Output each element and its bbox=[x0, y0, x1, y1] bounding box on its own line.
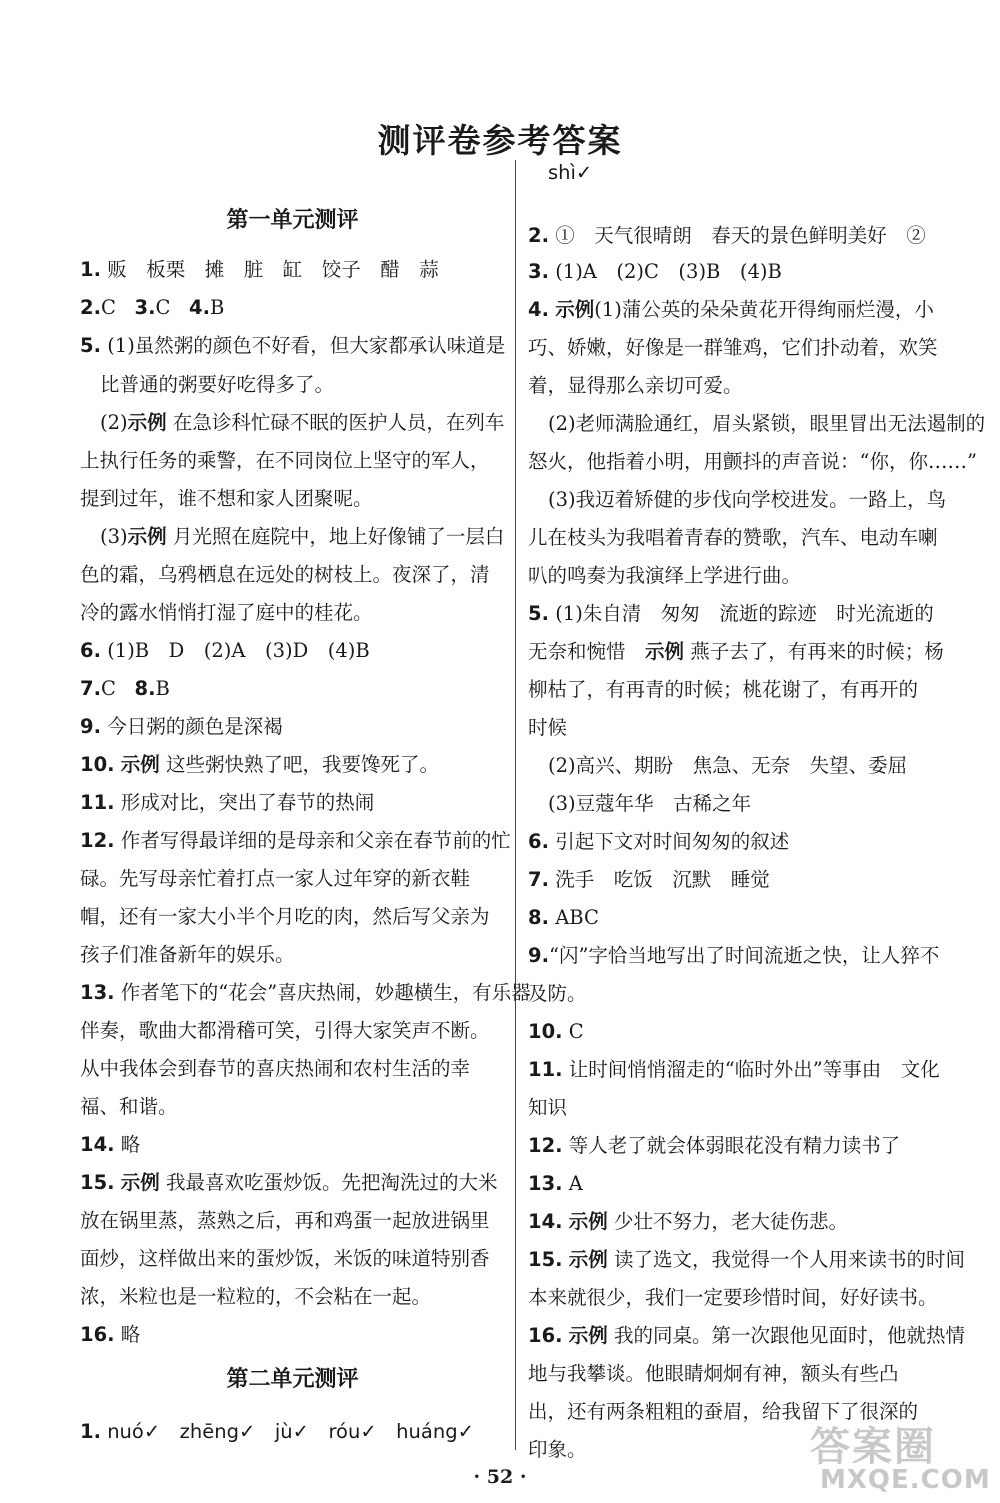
answer-text: 作者笔下的“花会”喜庆热闹，妙趣横生，有乐器 bbox=[120, 981, 531, 1004]
answer-text: (1)朱自清 匆匆 流逝的踪迹 时光流逝的 bbox=[555, 602, 934, 625]
answer-line bbox=[528, 601, 934, 627]
answer-text: 洗手 吃饭 沉默 睡觉 bbox=[555, 868, 770, 891]
question-number: 4. bbox=[528, 298, 549, 321]
answer-text: 燕子去了，有再来的时候；杨 bbox=[690, 640, 944, 663]
question-number: 6. bbox=[528, 830, 549, 853]
answer-line: shì✓ bbox=[548, 161, 593, 184]
answer-line bbox=[80, 752, 439, 778]
answer-line: 出，还有两条粗粗的蚕眉，给我留下了很深的 bbox=[528, 1400, 919, 1423]
question-number: 3. bbox=[134, 296, 156, 319]
question-number: 14. bbox=[528, 1210, 563, 1233]
answer-text: (1)B D (2)A (3)D (4)B bbox=[107, 639, 370, 662]
question-number: 2. bbox=[80, 296, 101, 319]
watermark-url: MXQE.COM bbox=[820, 1465, 991, 1495]
answer-line: 本来就很少，我们一定要珍惜时间，好好读书。 bbox=[528, 1286, 938, 1309]
example-label: 示例 bbox=[645, 640, 685, 663]
answer-text: 引起下文对时间匆匆的叙述 bbox=[555, 830, 790, 853]
answer-line bbox=[80, 790, 374, 816]
question-number: 11. bbox=[80, 791, 115, 814]
question-number: 12. bbox=[80, 829, 115, 852]
answer-line: 提到过年，谁不想和家人团聚呢。 bbox=[80, 487, 373, 510]
answer-line: 伴奏，歌曲大都滑稽可笑，引得大家笑声不断。 bbox=[80, 1019, 490, 1042]
example-label: 示例 bbox=[555, 298, 595, 321]
question-number: 8. bbox=[528, 906, 549, 929]
answer-line: 色的霜，乌鸦栖息在远处的树枝上。夜深了，清 bbox=[80, 563, 490, 586]
watermark-text: 答案圈 bbox=[810, 1424, 936, 1470]
answer-line: 碌。先写母亲忙着打点一家人过年穿的新衣鞋 bbox=[80, 867, 471, 890]
answer-line: 面炒，这样做出来的蛋炒饭，米饭的味道特别香 bbox=[80, 1247, 490, 1270]
answer-text: (1)蒲公英的朵朵黄花开得绚丽烂漫，小 bbox=[594, 298, 934, 321]
question-number: 15. bbox=[528, 1248, 563, 1271]
answer-line bbox=[80, 1419, 474, 1445]
question-number: 2. bbox=[528, 224, 549, 247]
answer-line bbox=[80, 410, 504, 436]
question-number: 7. bbox=[80, 677, 101, 700]
example-label: 示例 bbox=[568, 1324, 608, 1347]
answer-text: C bbox=[100, 677, 116, 700]
answer-line: 知识 bbox=[528, 1096, 568, 1119]
question-number: 16. bbox=[528, 1324, 563, 1347]
answer-line bbox=[528, 905, 599, 931]
answer-line: 着，显得那么亲切可爱。 bbox=[528, 374, 743, 397]
answer-line bbox=[528, 867, 770, 893]
answer-line bbox=[80, 524, 504, 550]
answer-text: (2) bbox=[100, 411, 128, 434]
answer-text: 略 bbox=[120, 1323, 141, 1346]
answer-text: ABC bbox=[555, 906, 599, 929]
answer-line bbox=[528, 639, 944, 665]
answer-line: 怒火，他指着小明，用颤抖的声音说：“你，你……” bbox=[528, 450, 977, 473]
answer-line: 浓，米粒也是一粒粒的，不会粘在一起。 bbox=[80, 1285, 432, 1308]
answer-text: 这些粥快熟了吧，我要馋死了。 bbox=[165, 753, 439, 776]
question-number: 8. bbox=[134, 677, 156, 700]
answer-line: (2)高兴、期盼 焦急、无奈 失望、委屈 bbox=[548, 754, 908, 777]
answer-text: 我的同桌。第一次跟他见面时，他就热情 bbox=[613, 1324, 965, 1347]
question-number: 13. bbox=[528, 1172, 563, 1195]
answer-line: (3)豆蔻年华 古稀之年 bbox=[548, 792, 752, 815]
question-number: 15. bbox=[80, 1171, 115, 1194]
question-number: 1. bbox=[80, 1420, 101, 1443]
answer-line: 孩子们准备新年的娱乐。 bbox=[80, 943, 295, 966]
answer-text: 月光照在庭院中，地上好像铺了一层白 bbox=[172, 525, 505, 548]
answer-line: 柳枯了，有再青的时候；桃花谢了，有再开的 bbox=[528, 678, 919, 701]
answer-text: C bbox=[568, 1020, 584, 1043]
answer-line bbox=[528, 1323, 965, 1349]
answer-text: 我最喜欢吃蛋炒饭。先把淘洗过的大米 bbox=[165, 1171, 498, 1194]
answer-line bbox=[528, 223, 926, 249]
answer-text: 少壮不努力，老大徒伤悲。 bbox=[613, 1210, 848, 1233]
answer-text: 作者写得最详细的是母亲和父亲在春节前的忙 bbox=[120, 829, 511, 852]
answer-line: 儿在枝头为我唱着青春的赞歌，汽车、电动车喇 bbox=[528, 526, 938, 549]
answer-line bbox=[80, 676, 170, 702]
question-number: 9. bbox=[80, 715, 101, 738]
answer-line bbox=[80, 714, 283, 740]
answer-text: (3) bbox=[100, 525, 128, 548]
pinyin-answers: nuó✓ zhēng✓ jù✓ róu✓ huáng✓ bbox=[107, 1420, 474, 1443]
answer-line: (3)我迈着矫健的步伐向学校进发。一路上，鸟 bbox=[548, 488, 947, 511]
answer-line bbox=[80, 1170, 497, 1196]
answer-line: 上执行任务的乘警，在不同岗位上坚守的军人， bbox=[80, 449, 490, 472]
answer-line bbox=[80, 1322, 140, 1348]
unit2-heading: 第二单元测评 bbox=[226, 1367, 359, 1392]
answer-line bbox=[528, 1171, 583, 1197]
answer-line: 及防。 bbox=[528, 982, 587, 1005]
watermark-logo bbox=[800, 1415, 991, 1495]
question-number: 6. bbox=[80, 639, 101, 662]
example-label: 示例 bbox=[568, 1210, 608, 1233]
answer-text: C bbox=[100, 296, 116, 319]
answer-text: (1)虽然粥的颜色不好看，但大家都承认味道是 bbox=[107, 334, 506, 357]
answer-line bbox=[80, 1132, 140, 1158]
answer-text: 贩 板栗 摊 脏 缸 饺子 醋 蒜 bbox=[107, 258, 439, 281]
answer-line: 冷的露水悄悄打湿了庭中的桂花。 bbox=[80, 601, 373, 624]
example-label: 示例 bbox=[127, 525, 167, 548]
question-number: 13. bbox=[80, 981, 115, 1004]
answer-text: 等人老了就会体弱眼花没有精力读书了 bbox=[568, 1134, 901, 1157]
answer-line: 叭的鸣奏为我演绎上学进行曲。 bbox=[528, 564, 802, 587]
answer-line: 放在锅里蒸，蒸熟之后，再和鸡蛋一起放进锅里 bbox=[80, 1209, 490, 1232]
unit1-heading: 第一单元测评 bbox=[226, 208, 359, 233]
answer-line bbox=[528, 1247, 965, 1273]
answer-text: 略 bbox=[120, 1133, 141, 1156]
example-label: 示例 bbox=[127, 411, 167, 434]
example-label: 示例 bbox=[120, 753, 160, 776]
column-divider bbox=[515, 160, 516, 1450]
answer-text: 读了选文，我觉得一个人用来读书的时间 bbox=[613, 1248, 965, 1271]
example-label: 示例 bbox=[568, 1248, 608, 1271]
answer-line bbox=[80, 333, 505, 359]
answer-line bbox=[528, 1057, 940, 1083]
answer-line bbox=[80, 828, 511, 854]
question-number: 1. bbox=[80, 258, 101, 281]
page-number: · 52 · bbox=[473, 1466, 527, 1488]
question-number: 4. bbox=[189, 296, 211, 319]
answer-text: B bbox=[210, 296, 225, 319]
answer-text: 今日粥的颜色是深褐 bbox=[107, 715, 283, 738]
question-number: 9. bbox=[528, 944, 549, 967]
answer-text: 形成对比，突出了春节的热闹 bbox=[120, 791, 375, 814]
question-number: 10. bbox=[80, 753, 115, 776]
answer-text: C bbox=[155, 296, 171, 319]
answer-text: “闪”字恰当地写出了时间流逝之快，让人猝不 bbox=[548, 944, 940, 967]
answer-line: 从中我体会到春节的喜庆热闹和农村生活的幸 bbox=[80, 1057, 471, 1080]
answer-text: 在急诊科忙碌不眠的医护人员，在列车 bbox=[172, 411, 505, 434]
answer-line: 印象。 bbox=[528, 1438, 587, 1461]
question-number: 16. bbox=[80, 1323, 115, 1346]
answer-line: 比普通的粥要好吃得多了。 bbox=[100, 373, 335, 396]
answer-line: 时候 bbox=[528, 716, 568, 739]
answer-text: 让时间悄悄溜走的“临时外出”等事由 文化 bbox=[568, 1058, 940, 1081]
answer-text: ① 天气很晴朗 春天的景色鲜明美好 ② bbox=[555, 224, 926, 247]
answer-line: (2)老师满脸通红，眉头紧锁，眼里冒出无法遏制的 bbox=[548, 412, 986, 435]
answer-text: A bbox=[568, 1172, 583, 1195]
answer-line bbox=[80, 257, 439, 283]
answer-line bbox=[528, 1133, 900, 1159]
answer-line: 巧、娇嫩，好像是一群雏鸡，它们扑动着，欢笑 bbox=[528, 336, 938, 359]
question-number: 3. bbox=[528, 260, 549, 283]
answer-line bbox=[528, 1209, 848, 1235]
answer-text: (1)A (2)C (3)B (4)B bbox=[555, 260, 782, 283]
answer-line: 帽，还有一家大小半个月吃的肉，然后写父亲为 bbox=[80, 905, 490, 928]
page-number-value: 52 bbox=[486, 1466, 514, 1488]
answer-line bbox=[80, 980, 531, 1006]
answer-line bbox=[528, 259, 782, 285]
question-number: 5. bbox=[528, 602, 549, 625]
answer-line bbox=[528, 297, 934, 323]
question-number: 14. bbox=[80, 1133, 115, 1156]
question-number: 12. bbox=[528, 1134, 563, 1157]
question-number: 10. bbox=[528, 1020, 563, 1043]
answer-text: B bbox=[155, 677, 170, 700]
question-number: 11. bbox=[528, 1058, 563, 1081]
answer-line bbox=[528, 943, 939, 969]
answer-line: 地与我攀谈。他眼睛炯炯有神，额头有些凸 bbox=[528, 1362, 899, 1385]
answer-line bbox=[80, 295, 224, 321]
question-number: 5. bbox=[80, 334, 101, 357]
question-number: 7. bbox=[528, 868, 549, 891]
answer-line: 福、和谐。 bbox=[80, 1095, 178, 1118]
answer-text: 无奈和惋惜 bbox=[528, 640, 646, 663]
answer-line bbox=[528, 829, 789, 855]
answer-line bbox=[528, 1019, 584, 1045]
answer-line bbox=[80, 638, 370, 664]
example-label: 示例 bbox=[120, 1171, 160, 1194]
page-title: 测评卷参考答案 bbox=[377, 121, 623, 160]
